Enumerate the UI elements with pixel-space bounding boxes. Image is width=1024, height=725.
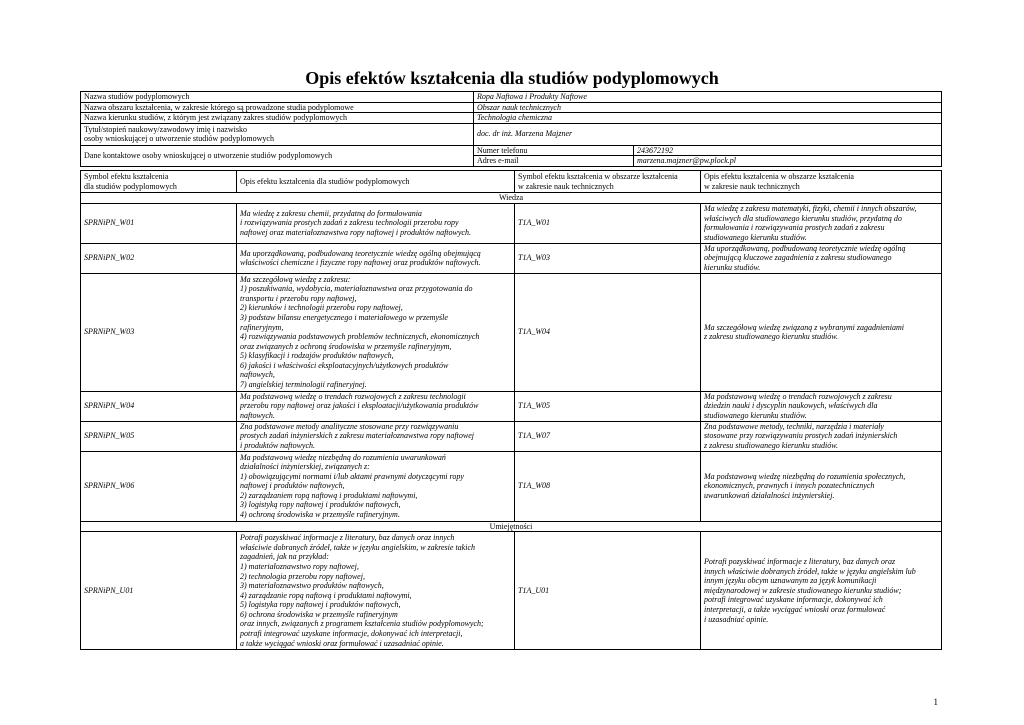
page-title: Opis efektów kształcenia dla studiów podyplomowych (305, 68, 719, 88)
meta-value: doc. dr inż. Marzena Majzner (474, 123, 942, 145)
area-symbol: T1A_W04 (515, 273, 701, 391)
header-area-symbol: Symbol efektu kształcenia w obszarze kształcenia w zakresie nauk technicznych (515, 171, 701, 193)
page-number: 1 (933, 697, 938, 707)
phone-value: 243672192 (634, 145, 942, 156)
effect-symbol: SPRNiPN_W03 (81, 273, 237, 391)
table-row (81, 451, 942, 521)
meta-label: Nazwa studiów podyplomowych (81, 92, 474, 103)
area-description: Ma podstawową wiedzę o trendach rozwojowych z zakresu dziedzin nauki i dyscyplin naukowych, właściwych dla studiowanego kierunku studiów. (701, 391, 942, 421)
header-description: Opis efektu kształcenia dla studiów podyplomowych (237, 171, 515, 193)
effect-description: Ma wiedzę z zakresu chemii, przydatną do formułowania i rozwiązywania prostych zadań z zakresu technologii przerobu ropy naftowej oraz materiałoznawstwa ropy naftowej i produktów naftowych. (237, 203, 515, 243)
area-symbol: T1A_W03 (515, 243, 701, 273)
effect-description: Ma podstawową wiedzę o trendach rozwojowych z zakresu technologii przerobu ropy naftowej oraz jakości i eksploatacji/użytkowania produktów naftowych. (237, 391, 515, 421)
table-row (81, 243, 942, 273)
table-row (81, 532, 942, 650)
area-symbol: T1A_U01 (515, 532, 701, 650)
effect-symbol: SPRNiPN_W06 (81, 451, 237, 521)
section-wiedza: Wiedza (81, 193, 942, 204)
area-description: Potrafi pozyskiwać informacje z literatury, baz danych oraz innych właściwie dobranych źródeł, także w języku angielskim lub innym języku obcym uznawanym za język komunikacji międzynarodowej w zakresie studiowanego kierunku studiów; potrafi integrować uzyskane informacje, dokonywać ich interpretacji, a także wyciągać wnioski oraz formułować i uzasadniać opinie. (701, 532, 942, 650)
effects-table (80, 170, 942, 650)
table-row (81, 273, 942, 391)
effect-description: Ma podstawową wiedzę niezbędną do rozumienia uwarunkowań działalności inżynierskiej, związanych z: 1) obowiązującymi normami i/lub aktami prawnymi dotyczącymi ropy naftowej i produktów naftowych, 2) zarządzaniem ropą naftową i produktami naftowymi, 3) logistyką ropy naftowej i produktów naftowych, 4) ochroną środowiska w przemyśle rafineryjnym. (237, 451, 515, 521)
effect-symbol: SPRNiPN_W04 (81, 391, 237, 421)
area-description: Ma szczegółową wiedzę związaną z wybranymi zagadnieniami z zakresu studiowanego kierunku studiów. (701, 273, 942, 391)
area-symbol: T1A_W08 (515, 451, 701, 521)
meta-value: Obszar nauk technicznych (474, 102, 942, 113)
effect-symbol: SPRNiPN_W02 (81, 243, 237, 273)
contact-row (81, 145, 942, 156)
area-description: Ma wiedzę z zakresu matematyki, fizyki, chemii i innych obszarów, właściwych dla studiowanego kierunku studiów, przydatną do formułowania i rozwiązywania prostych zadań z zakresu studiowanego kierunku studiów. (701, 203, 942, 243)
table-row (81, 421, 942, 451)
phone-label: Numer telefonu (474, 145, 634, 156)
area-symbol: T1A_W07 (515, 421, 701, 451)
meta-value: Technologia chemiczna (474, 113, 942, 124)
area-description: Ma podstawową wiedzę niezbędną do rozumienia społecznych, ekonomicznych, prawnych i innych pozatechnicznych uwarunkowań działalności inżynierskiej. (701, 451, 942, 521)
effect-description: Potrafi pozyskiwać informacje z literatury, baz danych oraz innych właściwie dobranych źródeł, także w języku angielskim, w zakresie takich zagadnień, jak na przykład: 1) materiałoznawstwo ropy naftowej, 2) technologia przerobu ropy naftowej, 3) materiałoznawstwo produktów naftowych, 4) zarządzanie ropą naftową i produktami naftowymi, 5) logistyka ropy naftowej i produktów naftowych, 6) ochrona środowiska w przemyśle rafineryjnym oraz innych, związanych z programem kształcenia studiów podyplomowych; potrafi integrować uzyskane informacje, dokonywać ich interpretacji, a także wyciągać wnioski oraz formułować i uzasadniać opinie. (237, 532, 515, 650)
section-row (81, 521, 942, 532)
section-umiejetnosci: Umiejętności (81, 521, 942, 532)
meta-label: Tytuł/stopień naukowy/zawodowy imię i nazwisko osoby wnioskującej o utworzenie studiów podyplomowych (81, 123, 474, 145)
area-description: Ma uporządkowaną, podbudowaną teoretycznie wiedzę ogólną obejmującą kluczowe zagadnienia z zakresu studiowanego kierunku studiów. (701, 243, 942, 273)
effect-symbol: SPRNiPN_U01 (81, 532, 237, 650)
meta-label: Nazwa obszaru kształcenia, w zakresie którego są prowadzone studia podyplomowe (81, 102, 474, 113)
contact-label: Dane kontaktowe osoby wnioskującej o utworzenie studiów podyplomowych (81, 145, 474, 166)
header-row (81, 171, 942, 193)
header-symbol: Symbol efektu kształcenia dla studiów podyplomowych (81, 171, 237, 193)
section-row (81, 193, 942, 204)
email-label: Adres e-mail (474, 156, 634, 167)
effect-symbol: SPRNiPN_W01 (81, 203, 237, 243)
effect-description: Ma szczegółową wiedzę z zakresu: 1) poszukiwania, wydobycia, materiałoznawstwa oraz przygotowania do transportu i przerobu ropy naftowej, 2) kierunków i technologii przerobu ropy naftowej, 3) podstaw bilansu energetycznego i materiałowego w przemyśle rafineryjnym, 4) rozwiązywania podstawowych problemów technicznych, ekonomicznych oraz związanych z ochroną środowiska w przemyśle rafineryjnym, 5) klasyfikacji i rodzajów produktów naftowych, 6) jakości i właściwości eksploatacyjnych/użytkowych produktów naftowych, 7) angielskiej terminologii rafineryjnej. (237, 273, 515, 391)
table-row (81, 391, 942, 421)
metadata-table (80, 91, 942, 167)
effect-description: Zna podstawowe metody analityczne stosowane przy rozwiązywaniu prostych zadań inżynierskich z zakresu materiałoznawstwa ropy naftowej i produktów naftowych. (237, 421, 515, 451)
header-area-description: Opis efektu kształcenia w obszarze kształcenia w zakresie nauk technicznych (701, 171, 942, 193)
meta-label: Nazwa kierunku studiów, z którym jest związany zakres studiów podyplomowych (81, 113, 474, 124)
meta-value: Ropa Naftowa i Produkty Naftowe (474, 92, 942, 103)
table-row (81, 203, 942, 243)
effect-symbol: SPRNiPN_W05 (81, 421, 237, 451)
email-value: marzena.majzner@pw.plock.pl (634, 156, 942, 167)
meta-row (81, 123, 942, 145)
area-description: Zna podstawowe metody, techniki, narzędzia i materiały stosowane przy rozwiązywaniu prostych zadań inżynierskich z zakresu studiowanego kierunku studiów. (701, 421, 942, 451)
meta-row (81, 113, 942, 124)
effect-description: Ma uporządkowaną, podbudowaną teoretycznie wiedzę ogólną obejmującą właściwości chemiczne i fizyczne ropy naftowej oraz produktów naftowych. (237, 243, 515, 273)
area-symbol: T1A_W01 (515, 203, 701, 243)
meta-row (81, 92, 942, 103)
meta-row (81, 102, 942, 113)
area-symbol: T1A_W05 (515, 391, 701, 421)
